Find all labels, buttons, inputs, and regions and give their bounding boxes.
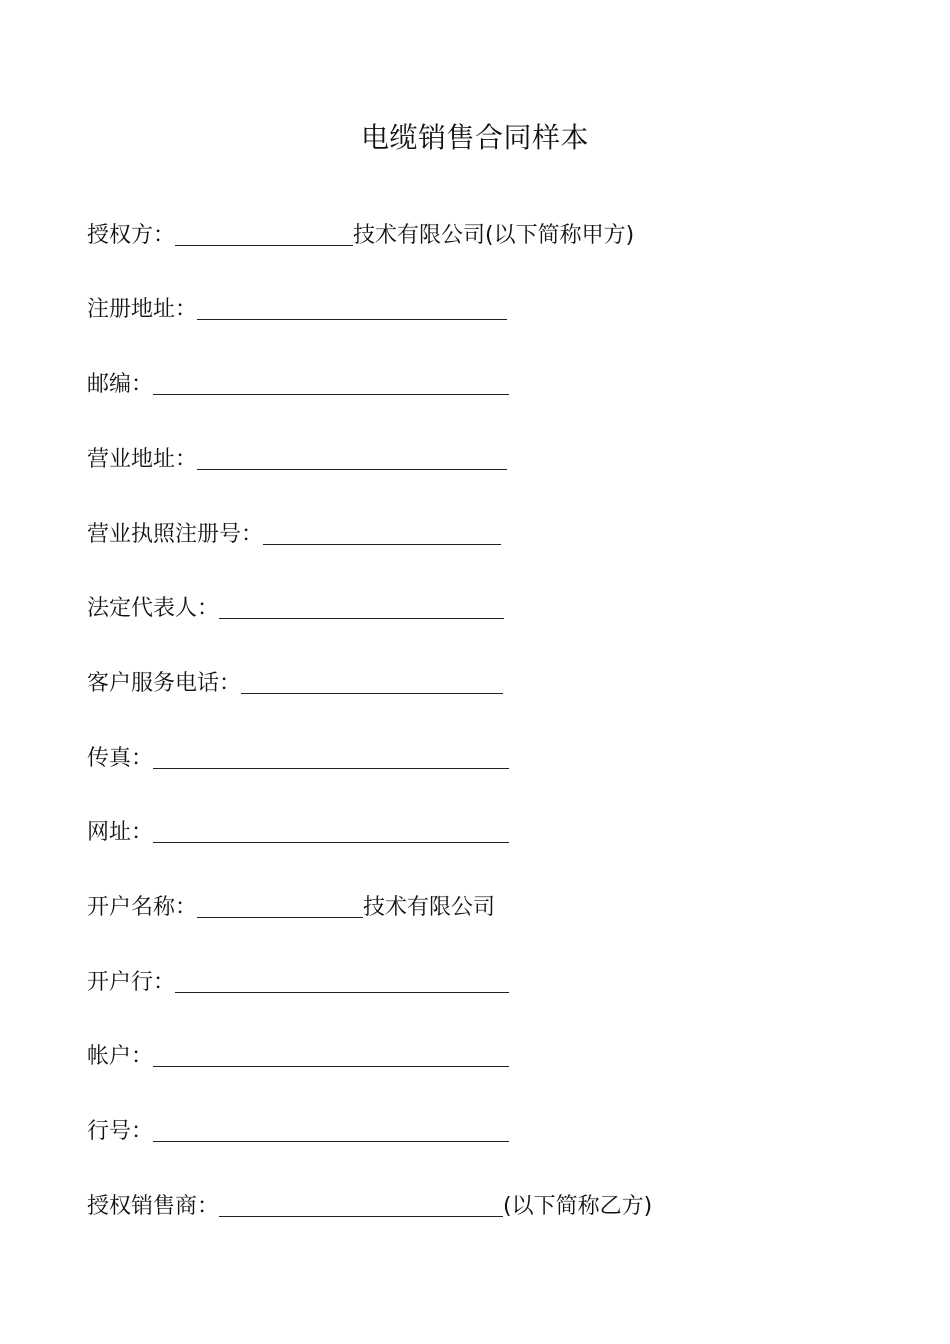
field-label-postcode: 邮编： [87, 372, 154, 397]
field-row-bank [87, 965, 509, 1001]
field-suffix-authorized-dealer: (以下简称乙方) [503, 1194, 653, 1219]
field-label-account-name: 开户名称： [87, 895, 198, 920]
field-row-postcode [87, 367, 509, 403]
field-label-account: 帐户： [87, 1044, 154, 1069]
blank-line-website [153, 841, 509, 843]
blank-line-postcode [153, 393, 509, 395]
field-label-fax: 传真： [87, 746, 154, 771]
field-label-grantor: 授权方： [87, 223, 176, 248]
blank-line-license-number [263, 543, 501, 545]
blank-line-service-phone [241, 692, 503, 694]
field-row-account [87, 1039, 509, 1075]
field-row-bank-code [87, 1114, 509, 1150]
field-row-service-phone [87, 666, 503, 702]
blank-line-authorized-dealer [219, 1215, 503, 1217]
blank-line-business-address [197, 468, 507, 470]
blank-line-registered-address [197, 318, 507, 320]
field-row-legal-representative [87, 591, 504, 627]
blank-line-grantor [175, 244, 353, 246]
document-title: 电缆销售合同样本 [360, 121, 589, 154]
field-label-website: 网址： [87, 820, 154, 845]
field-row-license-number [87, 517, 501, 553]
field-label-service-phone: 客户服务电话： [87, 671, 242, 696]
field-label-legal-representative: 法定代表人： [87, 596, 220, 621]
blank-line-legal-representative [219, 617, 504, 619]
field-suffix-grantor: 技术有限公司(以下简称甲方) [353, 223, 635, 248]
blank-line-bank [175, 991, 509, 993]
field-label-registered-address: 注册地址： [87, 297, 198, 322]
field-label-business-address: 营业地址： [87, 447, 198, 472]
blank-line-fax [153, 767, 509, 769]
blank-line-account-name [197, 916, 363, 918]
field-label-bank-code: 行号： [87, 1119, 154, 1144]
field-row-authorized-dealer [87, 1189, 652, 1225]
field-label-authorized-dealer: 授权销售商： [87, 1194, 220, 1219]
field-row-registered-address [87, 292, 507, 328]
field-label-license-number: 营业执照注册号： [87, 522, 264, 547]
field-suffix-account-name: 技术有限公司 [363, 895, 496, 920]
blank-line-bank-code [153, 1140, 509, 1142]
field-row-account-name [87, 890, 495, 926]
field-row-fax [87, 741, 509, 777]
field-label-bank: 开户行： [87, 970, 176, 995]
field-row-business-address [87, 442, 507, 478]
blank-line-account [153, 1065, 509, 1067]
field-row-website [87, 815, 509, 851]
field-row-grantor [87, 218, 634, 254]
